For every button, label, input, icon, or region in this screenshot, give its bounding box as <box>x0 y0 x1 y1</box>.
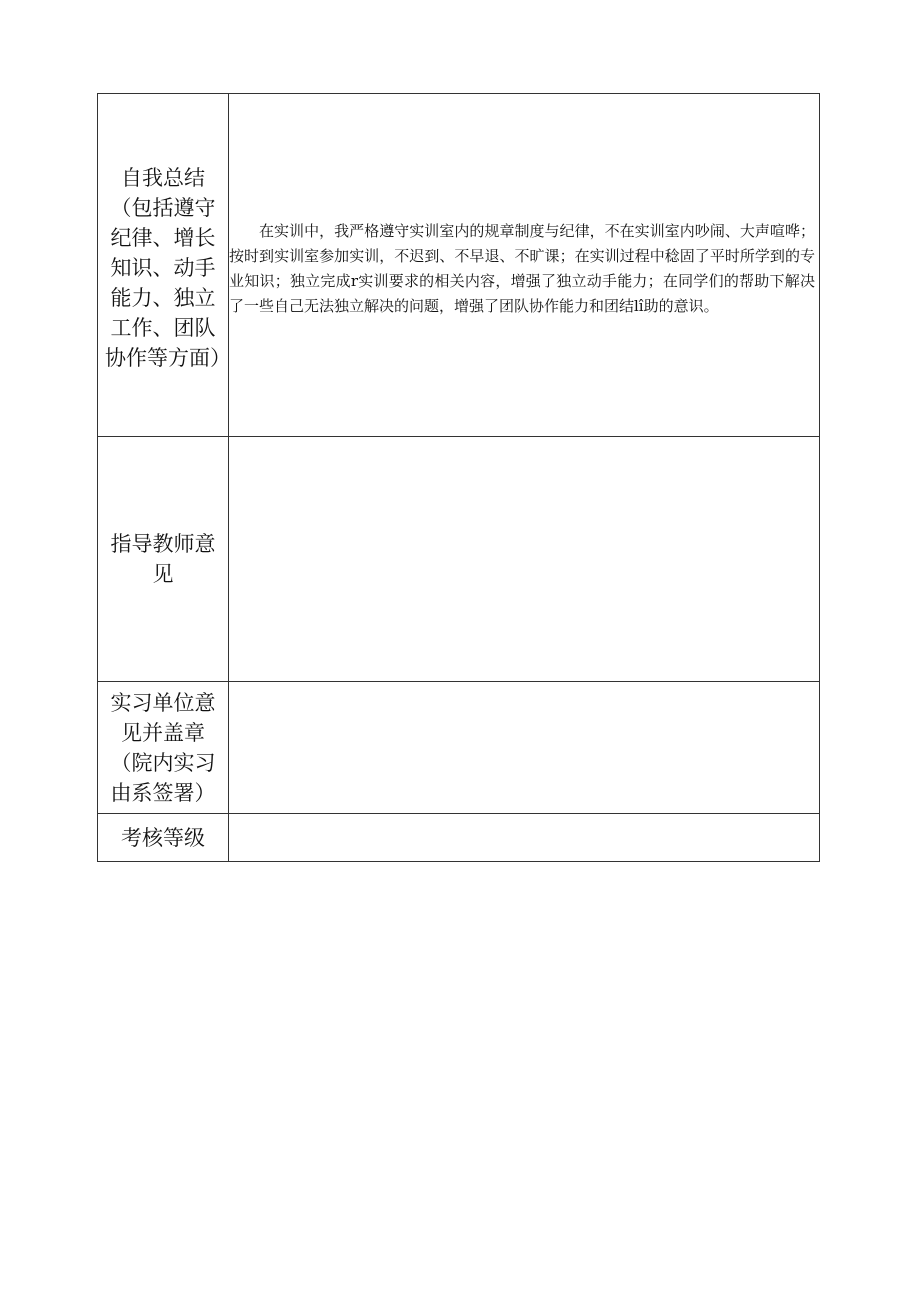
assessment-grade-content-cell[interactable] <box>229 814 820 862</box>
self-summary-text: 在实训中，我严格遵守实训室内的规章制度与纪律，不在实训室内吵闹、大声喧哗；按时到实训室参加实训，不迟到、不早退、不旷课；在实训过程中稔固了平时所学到的专业知识；独立完成r实训要求的相关内容，增强了独立动手能力；在同学们的帮助下解决了一些自己无法独立解决的问题，增强了团队协作能力和团结lî助的意识。 <box>229 222 815 315</box>
self-summary-row <box>98 94 820 437</box>
unit-opinion-row <box>98 682 820 814</box>
assessment-grade-label-cell <box>98 814 229 862</box>
internship-evaluation-table <box>97 93 820 862</box>
unit-opinion-label-cell <box>98 682 229 814</box>
self-summary-label: 自我总结（包括遵守纪律、增长知识、动手能力、独立工作、团队协作等方面） <box>105 166 231 370</box>
teacher-opinion-row <box>98 437 820 682</box>
assessment-grade-label: 考核等级 <box>121 825 205 850</box>
teacher-opinion-content-cell[interactable] <box>229 437 820 682</box>
unit-opinion-label: 实习单位意见并盖章（院内实习由系签署） <box>110 690 216 805</box>
teacher-opinion-label-cell <box>98 437 229 682</box>
self-summary-label-cell <box>98 94 229 437</box>
assessment-grade-row <box>98 814 820 862</box>
unit-opinion-content-cell[interactable] <box>229 682 820 814</box>
self-summary-content-cell[interactable] <box>229 94 820 437</box>
teacher-opinion-label: 指导教师意见 <box>110 532 216 586</box>
